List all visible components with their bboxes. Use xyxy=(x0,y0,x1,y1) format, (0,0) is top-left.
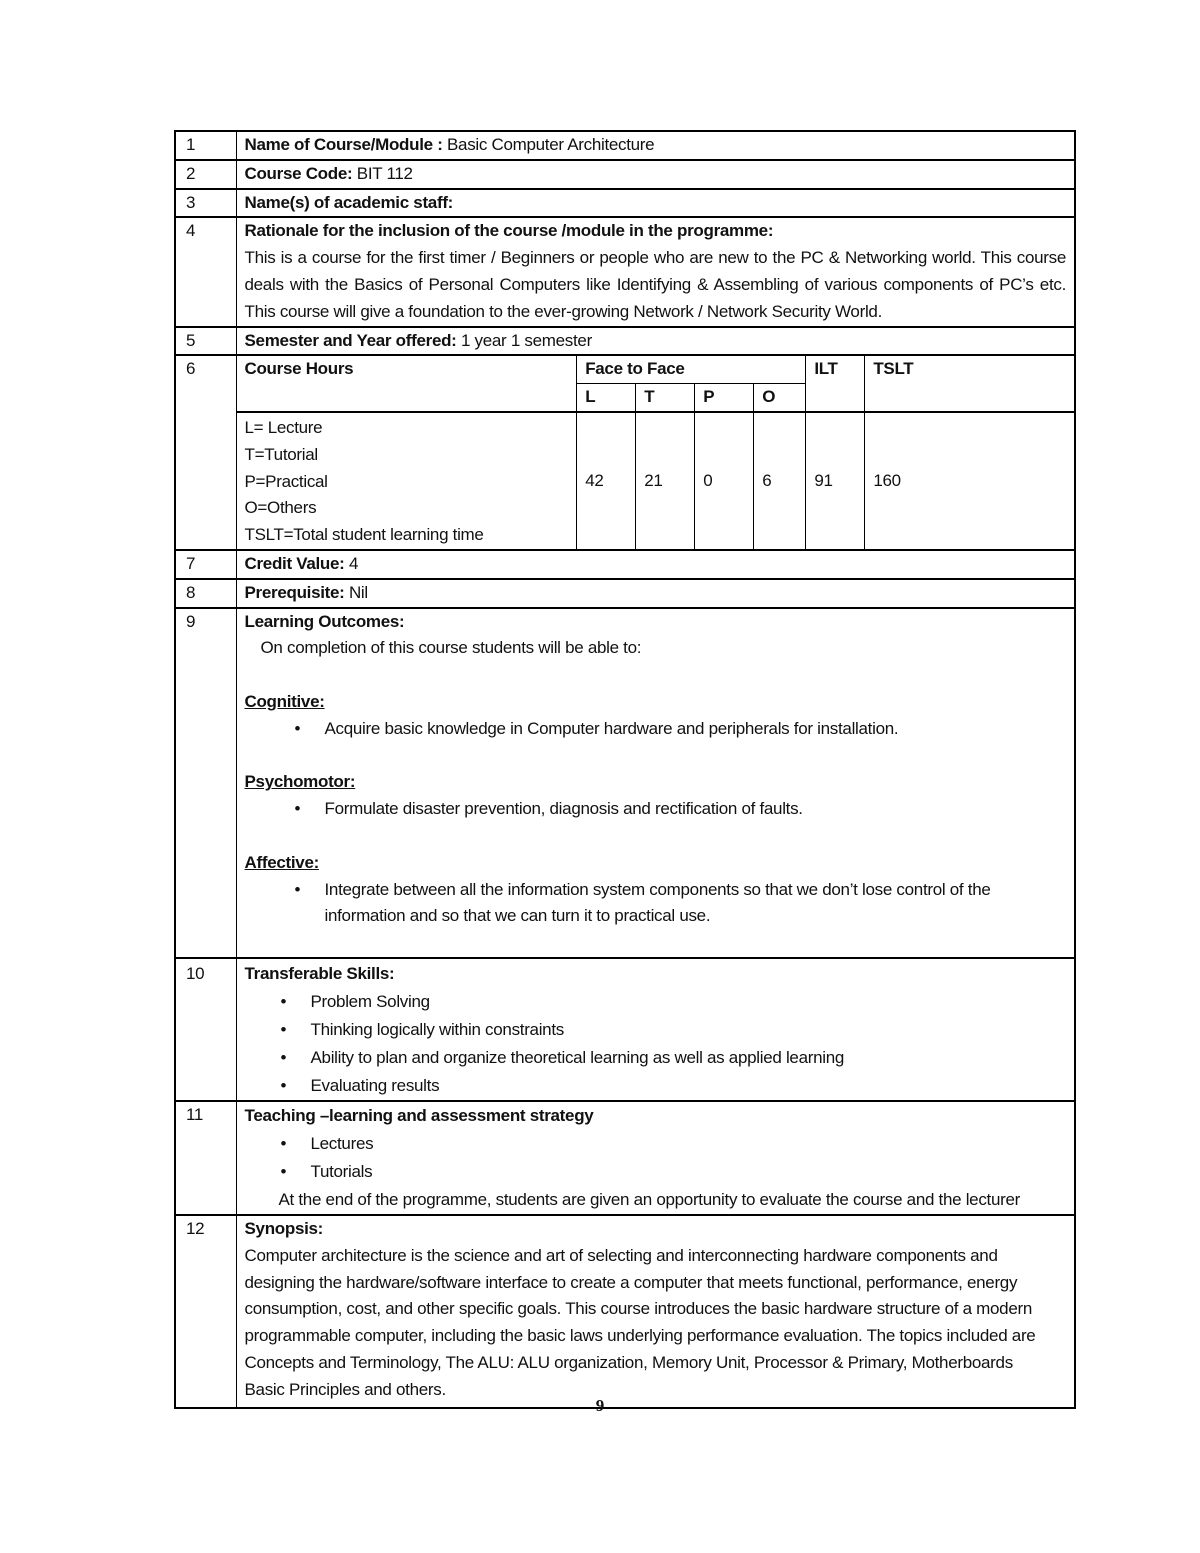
row-number: 10 xyxy=(175,958,236,1101)
tslt-hours: 160 xyxy=(865,412,1074,549)
course-code-value: BIT 112 xyxy=(352,163,413,183)
course-info-document xyxy=(174,130,1074,1409)
synopsis-label: Synopsis: xyxy=(244,1218,324,1238)
row-number: 12 xyxy=(175,1215,236,1409)
table-row xyxy=(175,550,1075,579)
tutorial-header: T xyxy=(636,384,695,412)
table-row xyxy=(175,608,1075,959)
face-to-face-header: Face to Face xyxy=(577,356,806,383)
list-item: • Problem Solving xyxy=(245,988,1067,1016)
semester-cell xyxy=(236,327,1075,356)
rationale-cell xyxy=(236,217,1075,326)
course-code-cell xyxy=(236,160,1075,189)
learning-outcomes-cell xyxy=(236,608,1075,959)
psychomotor-list xyxy=(245,796,1067,823)
table-row xyxy=(175,217,1075,326)
academic-staff-label: Name(s) of academic staff: xyxy=(244,192,454,212)
psychomotor-heading: Psychomotor: xyxy=(244,772,356,792)
affective-list xyxy=(245,877,1067,931)
course-hours-label: Course Hours xyxy=(237,356,577,412)
row-number: 8 xyxy=(175,579,236,608)
legend-item: TSLT=Total student learning time xyxy=(244,525,484,545)
legend-item: P=Practical xyxy=(244,471,328,491)
practical-hours: 0 xyxy=(695,412,754,549)
ilt-header: ILT xyxy=(806,356,865,412)
table-row xyxy=(175,189,1075,218)
legend-item: O=Others xyxy=(244,498,317,518)
page-number: 9 xyxy=(595,1396,605,1415)
row-number: 7 xyxy=(175,550,236,579)
row-number: 5 xyxy=(175,327,236,356)
cognitive-list xyxy=(245,716,1067,743)
synopsis-text: Computer architecture is the science and art of selecting and interconnecting hardware components and designing the hardware/software interface to create a computer that meets functional, performance, energy consumption, cost, and other specific goals. This course introduces the basic hardware structure of a modern programmable computer, including the basic laws underlying performance evaluation. The topics included are Concepts and Terminology, The ALU: ALU organization, Memory Unit, Processor & Primary, Motherboards Basic Principles and others. xyxy=(244,1245,1036,1399)
course-code-label: Course Code: xyxy=(244,163,353,183)
row-number: 11 xyxy=(175,1101,236,1215)
credit-value-label: Credit Value: xyxy=(244,553,345,573)
hours-legend xyxy=(237,412,577,549)
others-header: O xyxy=(754,384,806,412)
rationale-text: This is a course for the first timer / Beginners or people who are new to the PC & Networking world. This course deals with the Basics of Personal Computers like Identifying & Assembling of various components of PC’s etc. This course will give a foundation to the ever-growing Network / Network Security World. xyxy=(244,248,1066,321)
list-item: • Lectures xyxy=(245,1130,1067,1158)
list-item: • Evaluating results xyxy=(245,1072,1067,1100)
table-row xyxy=(175,131,1075,160)
transferable-skills-cell xyxy=(236,958,1075,1101)
teaching-strategy-list xyxy=(245,1130,1067,1186)
row-number: 6 xyxy=(175,355,236,550)
prerequisite-cell xyxy=(236,579,1075,608)
table-row xyxy=(175,958,1075,1101)
legend-item: L= Lecture xyxy=(244,417,323,437)
list-item: • Integrate between all the information system components so that we don’t lose control of the information and so that we can turn it to practical use. xyxy=(245,877,1067,931)
row-number: 1 xyxy=(175,131,236,160)
practical-header: P xyxy=(695,384,754,412)
learning-outcomes-intro: On completion of this course students will be able to: xyxy=(260,638,642,658)
course-hours-table xyxy=(237,356,1075,549)
row-number: 4 xyxy=(175,217,236,326)
course-hours-cell xyxy=(236,355,1075,550)
course-name-cell xyxy=(236,131,1075,160)
transferable-skills-list xyxy=(245,988,1067,1100)
affective-heading: Affective: xyxy=(244,852,319,872)
lecture-header: L xyxy=(577,384,636,412)
table-row xyxy=(175,1215,1075,1409)
row-number: 9 xyxy=(175,608,236,959)
list-item: • Tutorials xyxy=(245,1158,1067,1186)
course-name-value: Basic Computer Architecture xyxy=(442,135,655,154)
cognitive-heading: Cognitive: xyxy=(244,691,325,711)
list-item: • Formulate disaster prevention, diagnosis and rectification of faults. xyxy=(245,796,1067,823)
prerequisite-value: Nil xyxy=(344,582,368,602)
synopsis-cell xyxy=(236,1215,1075,1409)
tutorial-hours: 21 xyxy=(636,412,695,549)
rationale-label: Rationale for the inclusion of the course /module in the programme: xyxy=(244,221,774,241)
table-row xyxy=(175,1101,1075,1215)
table-row xyxy=(175,160,1075,189)
teaching-strategy-note: At the end of the programme, students are given an opportunity to evaluate the course and the lecturer xyxy=(278,1189,1020,1209)
table-row xyxy=(175,327,1075,356)
lecture-hours: 42 xyxy=(577,412,636,549)
course-info-table xyxy=(174,130,1076,1409)
teaching-strategy-label: Teaching –learning and assessment strategy xyxy=(244,1105,594,1125)
list-item: • Thinking logically within constraints xyxy=(245,1016,1067,1044)
credit-value-cell xyxy=(236,550,1075,579)
ilt-hours: 91 xyxy=(806,412,865,549)
others-hours: 6 xyxy=(754,412,806,549)
course-name-label: Name of Course/Module : xyxy=(244,135,443,154)
hours-values-row xyxy=(237,412,1075,549)
semester-label: Semester and Year offered: xyxy=(244,330,457,350)
credit-value-value: 4 xyxy=(344,553,359,573)
row-number: 3 xyxy=(175,189,236,218)
list-item: • Acquire basic knowledge in Computer hardware and peripherals for installation. xyxy=(245,716,1067,743)
learning-outcomes-label: Learning Outcomes: xyxy=(244,611,405,631)
row-number: 2 xyxy=(175,160,236,189)
tslt-header: TSLT xyxy=(865,356,1074,412)
transferable-skills-label: Transferable Skills: xyxy=(244,964,395,984)
teaching-strategy-cell xyxy=(236,1101,1075,1215)
list-item: • Ability to plan and organize theoretical learning as well as applied learning xyxy=(245,1044,1067,1072)
table-row xyxy=(175,355,1075,550)
academic-staff-cell xyxy=(236,189,1075,218)
prerequisite-label: Prerequisite: xyxy=(244,582,345,602)
table-row xyxy=(175,579,1075,608)
legend-item: T=Tutorial xyxy=(244,444,318,464)
semester-value: 1 year 1 semester xyxy=(456,330,592,350)
hours-header-row xyxy=(237,356,1075,383)
